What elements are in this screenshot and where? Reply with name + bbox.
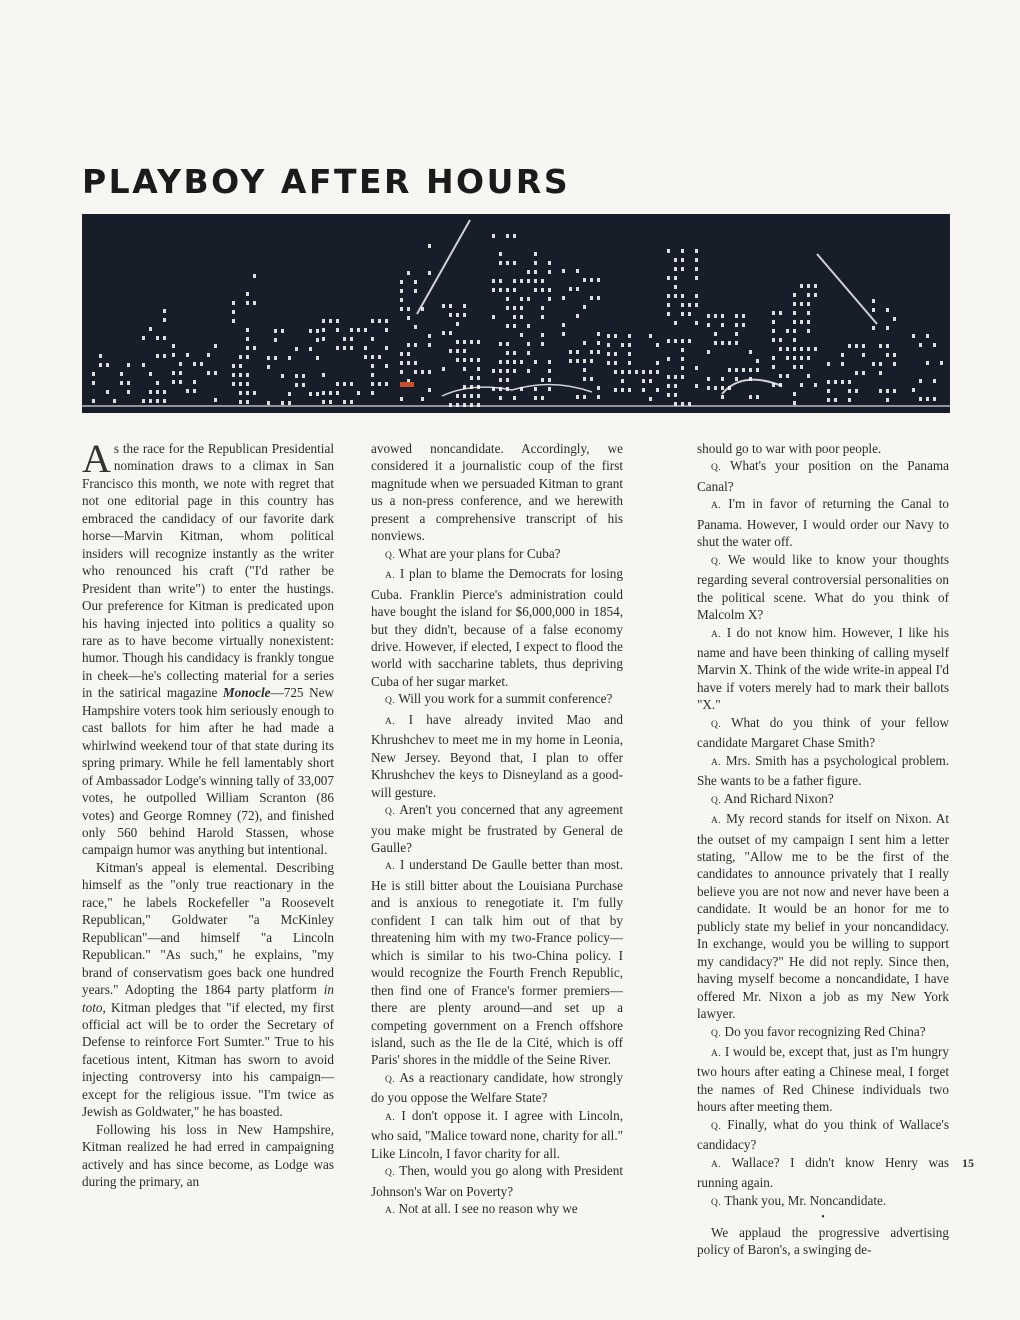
answer-label: A. <box>385 1112 396 1123</box>
answer-label: A. <box>385 571 396 582</box>
paragraph: Kitman's appeal is elemental. Describing himself as the "only true reactionary in the race," he labels Rockefeller "a Roosevelt Republican," Goldwater "a McKinley Republican"—and himself "a Lincoln Republican." "As such," he explains, "my brand of conservatism goes back one hundred years." Adopting the 1864 party platform <box>82 859 334 998</box>
answer-text: Not at all. I see no reason why we <box>398 1201 578 1217</box>
drop-cap: A <box>82 436 111 481</box>
answer-label: A. <box>385 716 396 727</box>
answer-text: Mrs. Smith has a psychological problem. She wants to be a father figure. <box>697 752 950 789</box>
answer-text: Wallace? I didn't know Henry was running again. <box>697 1154 949 1191</box>
italic-phrase: in toto <box>82 982 334 1015</box>
answer-text: I understand De Gaulle better than most. He is still bitter about the Louisiana Purchase and is anxious to renegotiate it. I'm fully confident I can talk him out of that by threatening him with my two-France policy—which is similar to his two-China policy. I would recognize the Fourth French Republic, then find one of France's former premiers—there are plenty around—and set up a competing government on a French offshore island, such as the Ile de la Cité, which is off Paris' shores in the middle of the Seine River. <box>371 857 624 1068</box>
question-text: We would like to know your thoughts regarding several controversial personalities on the political scene. What do you think of Malcolm X? <box>697 551 950 623</box>
answer-label: A. <box>711 757 722 768</box>
question-label: Q. <box>711 719 722 730</box>
paragraph: should go to war with poor people. <box>697 441 882 456</box>
question-text: Do you favor recognizing Red China? <box>724 1023 926 1039</box>
article-column-1 <box>82 436 334 1190</box>
article-column-3 <box>697 440 949 1259</box>
answer-text: My record stands for itself on Nixon. At the outset of my campaign I sent him a letter stating, "Allow me to be the first of the candidates to announce privately that I really believe you are not now and never have been a candidate. It would be an honor for me to publicly state my belief in your noncandidacy. In exchange, would you be willing to support my candidacy?" He did not reply. Since then, having myself become a noncandidate, I have offered Mr. Nixon a job as my New York lawyer. <box>697 811 949 1022</box>
page-number: 15 <box>962 1156 974 1170</box>
answer-text: I don't oppose it. I agree with Lincoln, who said, "Malice toward none, charity for all." Like Lincoln, I favor charity for all. <box>371 1107 623 1161</box>
question-label: Q. <box>711 556 722 567</box>
answer-text: I'm in favor of returning the Canal to Panama. However, I would order our Navy to shut the water off. <box>697 496 950 550</box>
question-text: Finally, what do you think of Wallace's candidacy? <box>697 1116 950 1153</box>
question-label: Q. <box>385 696 396 707</box>
answer-label: A. <box>385 862 396 873</box>
answer-text: I have already invited Mao and Khrushchev to meet me in my home in Leonia, New Jersey. Beyond that, I plan to offer Khrushchev the keys to Disneyland as a good-will gesture. <box>371 711 624 800</box>
question-text: As a reactionary candidate, how strongly do you oppose the Welfare State? <box>371 1069 623 1106</box>
answer-text: I would be, except that, just as I'm hungry two hours after eating a Chinese meal, I forget the names of Red Chinese individuals two hours after meeting them. <box>697 1043 949 1115</box>
question-label: Q. <box>711 1197 722 1208</box>
question-label: Q. <box>385 1074 396 1085</box>
answer-label: A. <box>711 501 722 512</box>
answer-label: A. <box>711 629 722 640</box>
question-text: Then, would you go along with President Johnson's War on Poverty? <box>371 1163 624 1199</box>
question-label: Q. <box>711 795 722 806</box>
question-text: What are your plans for Cuba? <box>398 545 561 561</box>
answer-label: A. <box>385 1206 396 1217</box>
question-label: Q. <box>385 1168 396 1179</box>
answer-text: I plan to blame the Democrats for losing Cuba. Franklin Pierce's administration could have bought the island for $6,000,000 in 1854, but they didn't, because of a false economy drive. However, if elected, I expect to flood the world with saccharine tablets, thus depriving Cuba of her sugar market. <box>371 566 623 689</box>
paragraph: Following his loss in New Hampshire, Kitman realized he had erred in campaigning actively and has since become, as Lodge was during the primary, an <box>82 1121 334 1190</box>
question-text: Thank you, Mr. Noncandidate. <box>724 1192 887 1208</box>
section-separator: • <box>821 1212 825 1224</box>
answer-label: A. <box>711 1048 722 1059</box>
question-label: Q. <box>711 1121 722 1132</box>
intro-text: s the race for the Republican Presidential nomination draws to a climax in San Francisco this month, we note with regret that not one editorial page in this country has embraced the candidacy of our favorite dark horse—Marvin Kitman, whom political insiders will recognize instantly as the writer who renounced his craft ("I'd rather be President than write") to enter the hustings. Our preference for Kitman is predicated upon his having injected into politics a quality so rare as to have become virtually nonexistent: humor. Though his candidacy is frankly tongue in cheek—he's collecting material for a series in the satirical magazine <box>82 441 334 701</box>
question-text: Will you work for a summit conference? <box>398 691 613 707</box>
page-title: PLAYBOY AFTER HOURS <box>82 162 571 201</box>
intro-text-continued: —725 New Hampshire voters took him seriously enough to cast ballots for him after he had made a whirlwind weekend tour of that state during its spring primary. While he fell lamentably short of Ambassador Lodge's winning tally of 33,007 votes, he outpolled William Scranton (86 votes) and George Romney (72), and finished only 560 behind Harold Stassen, whose campaign humor was anything but intentional. <box>82 685 334 858</box>
question-text: What's your position on the Panama Canal? <box>697 458 949 494</box>
answer-label: A. <box>711 1159 722 1170</box>
question-label: Q. <box>711 463 722 474</box>
article-column-2 <box>371 440 623 1220</box>
night-city-skyline-illustration <box>82 214 950 413</box>
magazine-name: Monocle <box>222 685 271 701</box>
question-label: Q. <box>385 550 396 561</box>
paragraph-continued: , Kitman pledges that "if elected, my first official act will be to order the Secretary of Defense to reinforce Fort Sumter." True to his facetious intent, Kitman has sworn to avoid injecting controversy into his campaign—except for the religious issue. "I'm twice as Jewish as Goldwater," he has boasted. <box>82 999 334 1120</box>
skyline-illustration <box>82 214 950 413</box>
paragraph: We applaud the progressive advertising policy of Baron's, a swinging de- <box>697 1225 949 1258</box>
question-text: And Richard Nixon? <box>723 790 834 806</box>
question-text: What do you think of your fellow candidate Margaret Chase Smith? <box>697 714 950 751</box>
question-label: Q. <box>385 807 396 818</box>
answer-label: A. <box>711 816 722 827</box>
question-label: Q. <box>711 1028 722 1039</box>
question-text: Aren't you concerned that any agreement you make might be frustrated by General de Gaulle? <box>371 802 624 855</box>
answer-text: I do not know him. However, I like his name and have been thinking of calling myself Marvin X. Think of the wide write-in appeal I'd have if voters merely had to mark their ballots "X." <box>697 624 949 713</box>
paragraph: avowed noncandidate. Accordingly, we considered it a journalistic coup of the first magnitude when we persuaded Kitman to grant us a non-press conference, and we herewith present a comprehensive transcript of his nonviews. <box>371 441 623 544</box>
